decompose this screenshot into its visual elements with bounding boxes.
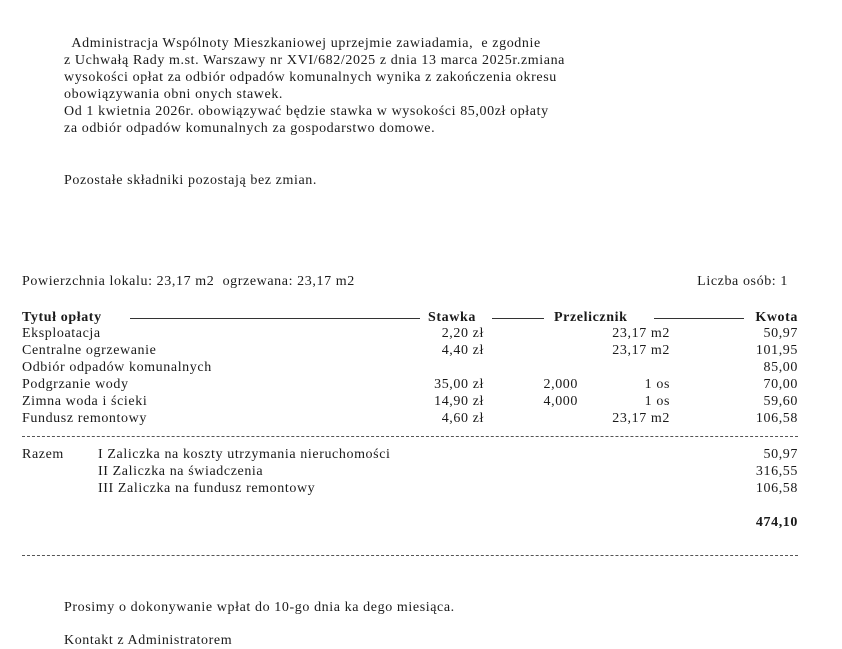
persons-info: Liczba osób: 1 [697,274,788,289]
summary-item-amount: 316,55 [755,464,798,479]
header-rule-1 [130,318,420,319]
row-mult: 2,000 [543,377,578,392]
header-rule-3 [654,318,744,319]
row-amount: 101,95 [755,343,798,358]
row-amount: 59,60 [763,394,798,409]
row-amount: 85,00 [763,360,798,375]
header-amount: Kwota [755,310,798,325]
header-title: Tytuł opłaty [22,309,106,326]
row-rate: 14,90 zł [434,394,484,409]
row-amount: 70,00 [763,377,798,392]
summary-divider [22,555,798,556]
area-info: Powierzchnia lokalu: 23,17 m2 ogrzewana: 23,17 m2 [22,274,355,289]
other-components-note: Pozostałe składniki pozostają bez zmian. [64,173,317,188]
summary-item-label: III Zaliczka na fundusz remontowy [98,481,316,496]
intro-line-3: wysokości opłat za odbiór odpadów komunalnych wynika z zakończenia okresu [64,70,557,85]
row-title: Podgrzanie wody [22,377,129,392]
intro-line-4: obowiązywania obni onych stawek. [64,87,284,102]
summary-label: Razem [22,447,64,462]
row-title: Centralne ogrzewanie [22,343,157,358]
row-rate: 2,20 zł [441,326,484,341]
payment-request: Prosimy o dokonywanie wpłat do 10-go dnia ka dego miesiąca. [64,600,455,615]
summary-item-label: I Zaliczka na koszty utrzymania nieruchomości [98,447,391,462]
row-amount: 106,58 [755,411,798,426]
contact-heading: Kontakt z Administratorem [64,633,233,648]
row-title: Fundusz remontowy [22,411,147,426]
header-rate: Stawka [428,310,476,325]
row-title: Zimna woda i ścieki [22,394,148,409]
intro-line-1: Administracja Wspólnoty Mieszkaniowej uprzejmie zawiadamia, e zgodnie [64,36,541,51]
row-amount: 50,97 [763,326,798,341]
row-qty: 23,17 m2 [612,343,670,358]
header-rule-2 [492,318,544,319]
row-mult: 4,000 [543,394,578,409]
row-qty: 1 os [644,377,670,392]
table-divider [22,436,798,437]
row-qty: 1 os [644,394,670,409]
summary-item-amount: 106,58 [755,481,798,496]
row-qty: 23,17 m2 [612,411,670,426]
summary-item-label: II Zaliczka na świadczenia [98,464,264,479]
intro-line-5: Od 1 kwietnia 2026r. obowiązywać będzie stawka w wysokości 85,00zł opłaty [64,104,549,119]
summary-item-amount: 50,97 [763,447,798,462]
intro-line-2: z Uchwałą Rady m.st. Warszawy nr XVI/682/2025 z dnia 13 marca 2025r.zmiana [64,53,565,68]
header-factor: Przelicznik [554,310,628,325]
row-rate: 4,60 zł [441,411,484,426]
intro-line-6: za odbiór odpadów komunalnych za gospodarstwo domowe. [64,121,436,136]
row-title: Odbiór odpadów komunalnych [22,360,212,375]
row-title: Eksploatacja [22,326,101,341]
summary-total: 474,10 [755,515,798,530]
row-qty: 23,17 m2 [612,326,670,341]
row-rate: 35,00 zł [434,377,484,392]
row-rate: 4,40 zł [441,343,484,358]
